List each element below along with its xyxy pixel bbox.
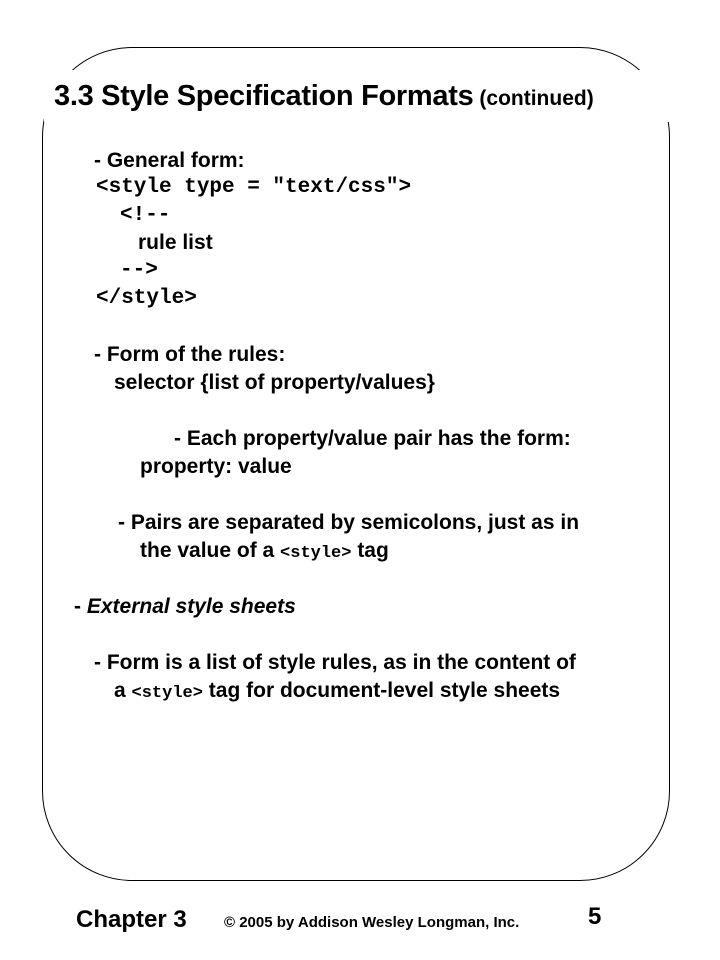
- style-open-code: <style type = "text/css">: [96, 176, 412, 199]
- page-number: 5: [588, 903, 602, 930]
- general-form-line: - General form:: [94, 149, 245, 172]
- each-pair-line: - Each property/value pair has the form:: [174, 427, 571, 450]
- style-close-code: </style>: [96, 287, 197, 310]
- value-of-a-text: the value of a: [140, 539, 275, 562]
- comment-close-code: -->: [120, 259, 158, 282]
- value-of-a-line: [140, 538, 389, 567]
- property-value-line: property: value: [140, 455, 292, 478]
- a-word: a: [114, 679, 126, 702]
- form-rules-line: - Form of the rules:: [94, 343, 286, 366]
- selector-line: selector {list of property/values}: [114, 371, 435, 394]
- document-level-line: [114, 678, 560, 707]
- style-tag-code: <style>: [280, 544, 352, 563]
- document-level-text: tag for document-level style sheets: [208, 679, 561, 702]
- slide-title-suffix: (continued): [479, 87, 594, 110]
- slide-title-text: 3.3 Style Specification Formats: [54, 80, 474, 112]
- style-tag-code-2: <style>: [131, 684, 203, 703]
- footer-copyright: © 2005 by Addison Wesley Longman, Inc.: [224, 914, 520, 931]
- external-dash: -: [74, 595, 81, 618]
- rule-list-line: rule list: [138, 231, 213, 254]
- external-style-sheets-text: External style sheets: [86, 595, 296, 618]
- external-style-sheets-line: [74, 594, 296, 620]
- form-list-line: - Form is a list of style rules, as in the content of: [94, 651, 576, 674]
- comment-open-code: <!--: [120, 204, 171, 227]
- tag-text: tag: [357, 539, 389, 562]
- slide-title: [54, 78, 594, 117]
- footer-chapter: Chapter 3: [76, 906, 187, 933]
- pairs-separated-line: - Pairs are separated by semicolons, just as in: [118, 511, 580, 534]
